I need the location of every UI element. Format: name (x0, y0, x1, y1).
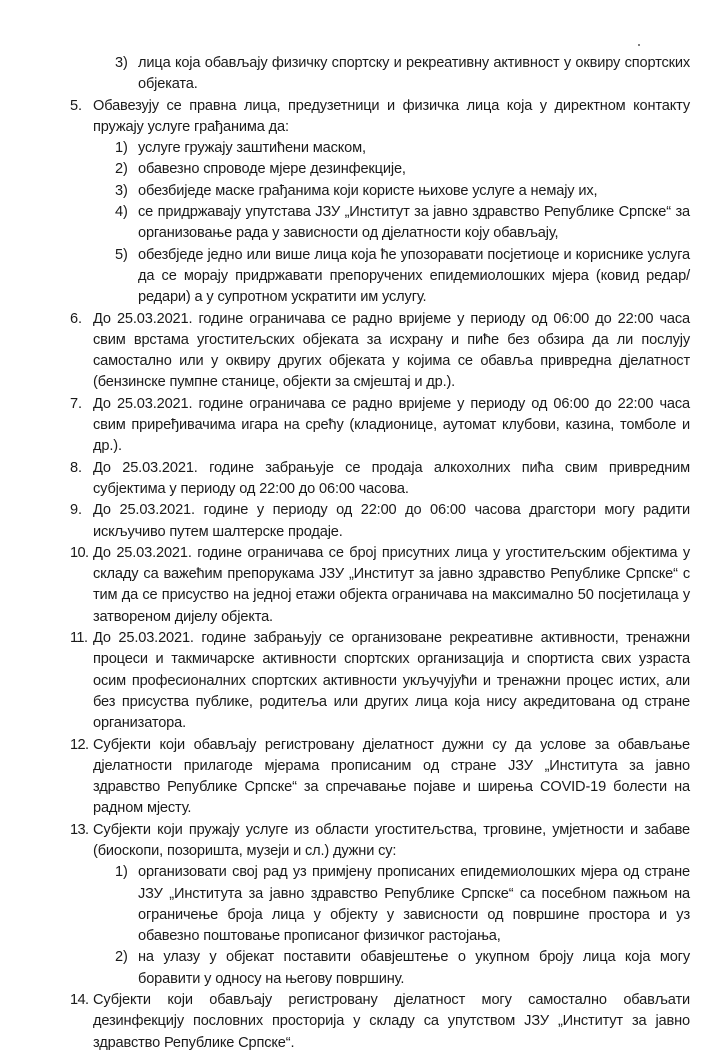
item-text: До 25.03.2021. године забрањују се организоване рекреативне активности, тренажни процеси и такмичарске активности спортских организација и спортиста свих узраста осим професионалних спортских активности укључујући и тренажни процес истих, али без присуства публике, родитеља или других лица која нису акредитована од стране организатора. (93, 630, 690, 732)
item-number: 8. (70, 459, 82, 476)
sub-item-number: 2) (115, 949, 128, 966)
list-sub-item (70, 159, 690, 180)
sub-item-number: 3) (115, 55, 128, 71)
sub-item-number: 4) (115, 204, 128, 221)
item-number: 11. (70, 630, 88, 647)
list-sub-item (70, 947, 690, 990)
sub-item-number: 3) (115, 182, 128, 199)
scan-speck (638, 44, 640, 46)
item-text: До 25.03.2021. године ограничава се радно вријеме у периоду од 06:00 до 22:00 часа свим врстама угоститељских објеката за исхрану и пиће без обзира да ли послују самостално или у оквиру других објеката у којима се обавља привредна дјелатност (бензинске пумпне станице, објекти за смјештај и др.). (93, 310, 690, 391)
item-text: Субјекти који обављају регистровану дјелатност дужни су да услове за обављање дјелатности прилагоде мјерама прописаним од стране ЈЗУ „Института за јавно здравство Републике Српске“ за спречавање појаве и ширења COVID-19 болести на радном мјесту. (93, 736, 690, 817)
sub-item-text: обезбиједе маске грађанима који користе њихове услуге а немају их, (138, 182, 598, 199)
item-number: 10. (70, 544, 89, 561)
document-body (70, 53, 690, 1054)
item-number: 14. (70, 992, 89, 1009)
item-number: 7. (70, 395, 82, 412)
sub-item-text: лица која обављају физичку спортску и рекреативну активност у оквиру спортских објеката. (138, 55, 690, 93)
list-item (70, 96, 690, 139)
list-item (70, 543, 690, 628)
list-sub-item (70, 53, 690, 96)
sub-item-text: на улазу у објекат поставити обавјештење о укупном броју лица која могу боравити у односу на његову површину. (138, 949, 690, 987)
item-number: 12. (70, 736, 89, 753)
list-item (70, 628, 690, 734)
item-number: 9. (70, 502, 82, 519)
list-item (70, 309, 690, 394)
sub-item-text: се придржавају упутстава ЈЗУ „Институт за јавно здравство Републике Српске“ за организовање рада у зависности од дјелатности коју обављају, (138, 204, 690, 242)
list-item (70, 990, 690, 1054)
list-item (70, 820, 690, 863)
sub-item-number: 1) (115, 140, 128, 157)
list-item (70, 458, 690, 501)
list-sub-item (70, 202, 690, 245)
list-sub-item (70, 245, 690, 309)
item-text: До 25.03.2021. године ограничава се радно вријеме у периоду од 06:00 до 22:00 часа свим приређивачима игара на срећу (кладионице, аутомат клубови, казина, томболе и др.). (93, 395, 690, 455)
sub-item-number: 1) (115, 864, 128, 881)
numbered-list (70, 96, 690, 1054)
item-text: До 25.03.2021. године забрањује се продаја алкохолних пића свим привредним субјектима у периоду од 22:00 до 06:00 часова. (93, 459, 690, 497)
sub-item-text: организовати свој рад уз примјену прописаних епидемиолошких мјера од стране ЈЗУ „Института за јавно здравство Републике Српске“ са посебном пажњом на ограничење броја лица у објекту у зависности од површине простора и уз обавезно поштовање прописаног физичког растојања, (138, 864, 690, 945)
item-text: Субјекти који обављају регистровану дјелатност могу самостално обављати дезинфекцију пословних просторија у складу са упутством ЈЗУ „Институт за јавно здравство Републике Српске“. (93, 992, 690, 1051)
list-sub-item (70, 862, 690, 947)
sub-item-text: обезбједе једно или више лица која ће упозоравати посјетиоце и кориснике услуга да се морају придржавати препоручених епидемиолошких мјера (ковид редар/редари) а у супротном ускратити им услугу. (138, 246, 690, 306)
list-item (70, 500, 690, 543)
item-number: 6. (70, 310, 82, 327)
sub-item-number: 5) (115, 246, 128, 263)
sub-item-text: услуге гружају заштићени маском, (138, 140, 366, 157)
item-number: 5. (70, 97, 82, 114)
sub-item-text: обавезно спроводе мјере дезинфекције, (138, 161, 406, 178)
item-text: Обавезују се правна лица, предузетници и физичка лица која у директном контакту пружају услуге грађанима да: (93, 97, 690, 135)
list-item (70, 735, 690, 820)
item-number: 13. (70, 821, 89, 838)
list-sub-item (70, 181, 690, 202)
list-sub-item (70, 138, 690, 159)
item-text: До 25.03.2021. године ограничава се број присутних лица у угоститељским објектима у складу са важећим препорукама ЈЗУ „Институт за јавно здравство Републике Српске“ с тим да се присуство на једној етажи објекта ограничава на максимално 50 посјетилаца у затвореном дијелу објекта. (93, 544, 690, 625)
sub-item-number: 2) (115, 161, 128, 178)
list-item (70, 394, 690, 458)
item-text: До 25.03.2021. године у периоду од 22:00 до 06:00 часова драгстори могу радити искључиво путем шалтерске продаје. (93, 502, 690, 540)
item-text: Субјекти који пружају услуге из области угоститељства, трговине, умјетности и забаве (биоскопи, позоришта, музеји и сл.) дужни су: (93, 821, 690, 859)
